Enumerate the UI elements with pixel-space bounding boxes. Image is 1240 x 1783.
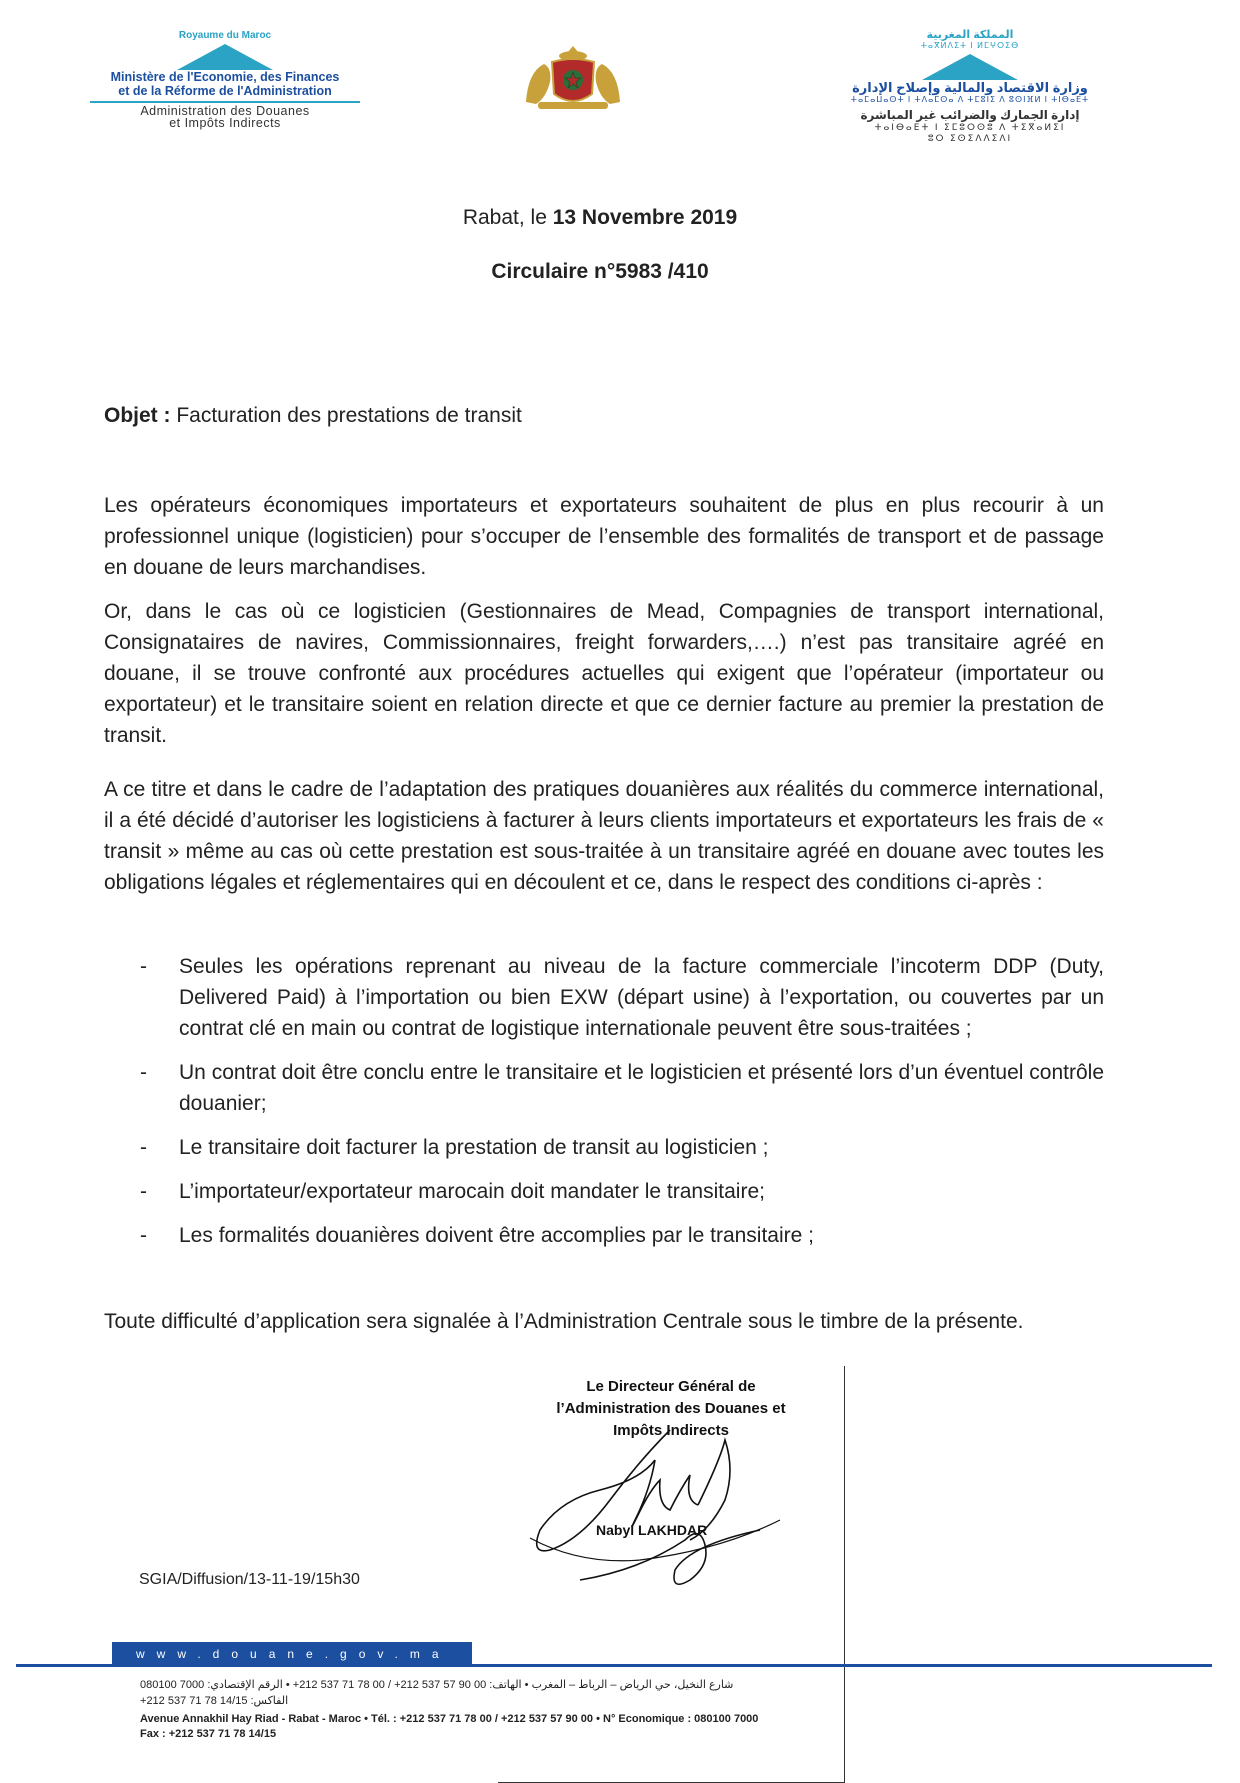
ministry-label-ar: وزارة الاقتصاد والمالية وإصلاح الإدارة bbox=[852, 80, 1088, 95]
list-item bbox=[104, 1132, 1104, 1163]
condition-text: Un contrat doit être conclu entre le transitaire et le logisticien et présenté lors d’un éventuel contrôle douanier; bbox=[179, 1061, 1104, 1115]
date-value: 13 Novembre 2019 bbox=[552, 206, 738, 229]
address-french: Avenue Annakhil Hay Riad - Rabat - Maroc • Tél. : +212 537 71 78 00 / +212 537 57 90 00 • N° Economique : 080100 7000 bbox=[140, 1713, 759, 1725]
list-item bbox=[104, 951, 1104, 1044]
mountain-logo-icon bbox=[177, 44, 273, 70]
handwritten-signature bbox=[520, 1420, 800, 1590]
fax-french: Fax : +212 537 71 78 14/15 bbox=[140, 1728, 277, 1740]
bullet-dash: - bbox=[140, 1224, 147, 1247]
condition-text: Seules les opérations reprenant au niveau de la facture commerciale l’incoterm DDP (Duty, Delivered Paid) à l’importation ou bien EXW (départ usine) à l’exportation, ou couvertes par un contrat clé en main ou contrat de logistique internationale peuvent être sous-traitées ; bbox=[179, 955, 1104, 1040]
bullet-dash: - bbox=[140, 955, 147, 978]
admin-line1: Administration des Douanes bbox=[140, 104, 310, 118]
ministry-label-tifinagh: ⵜⴰⵎⴰⵡⴰⵙⵜ ⵏ ⵜⴷⴰⵎⵙⴰ ⴷ ⵜⵎⵓⵏⵉ ⴷ ⵓⵙⵏⴼⵍ ⵏ ⵜⵏⴱⴰⴹⵜ bbox=[850, 95, 1090, 104]
royal-coat-of-arms-icon bbox=[518, 42, 628, 114]
subject-label: Objet : bbox=[104, 404, 171, 427]
address-arabic: شارع النخيل، حي الرياض – الرباط – المغرب • الهاتف: 00 90 57 537 212+ / 00 78 71 537 212+ • الرقم الإقتصادي: 7000 080100 bbox=[140, 1679, 734, 1691]
website-link[interactable]: www.douane.gov.ma bbox=[112, 1642, 472, 1666]
paragraph-2: Or, dans le cas où ce logisticien (Gestionnaires de Mead, Compagnies de transport international, Consignataires de navires, Commissionnaires, freight forwarders,….) n’est pas transitaire agréé en douane, il se trouve confronté aux procédures actuelles qui exigent que l’opérateur (importateur ou exportateur) et le transitaire soient en relation directe et que ce dernier facture au premier la prestation de transit. bbox=[104, 600, 1104, 747]
ministry-line1: Ministère de l'Economie, des Finances bbox=[110, 70, 340, 84]
bullet-dash: - bbox=[140, 1180, 147, 1203]
kingdom-label: Royaume du Maroc bbox=[178, 30, 272, 41]
condition-text: Le transitaire doit facturer la prestation de transit au logisticien ; bbox=[179, 1136, 769, 1159]
list-item bbox=[104, 1057, 1104, 1119]
ministry-logo-fr bbox=[80, 30, 370, 129]
kingdom-label-tifinagh: ⵜⴰⴳⵍⴷⵉⵜ ⵏ ⵍⵎⵖⵔⵉⴱ bbox=[920, 41, 1020, 50]
signatory-name: Nabyl LAKHDAR bbox=[596, 1522, 708, 1538]
signatory-title-line3: Impôts Indirects bbox=[613, 1422, 729, 1439]
conditions-list bbox=[104, 951, 1104, 1264]
fax-arabic: الفاكس: 14/15 78 71 537 212+ bbox=[140, 1695, 289, 1707]
signatory-title-line1: Le Directeur Général de bbox=[586, 1378, 756, 1395]
condition-text: L’importateur/exportateur marocain doit mandater le transitaire; bbox=[179, 1180, 765, 1203]
admin-label-ar: إدارة الجمارك والضرائب غير المباشرة bbox=[860, 108, 1080, 122]
signatory-title-line2: l’Administration des Douanes et bbox=[556, 1400, 786, 1417]
circular-number: Circulaire n°5983 /410 bbox=[491, 260, 709, 283]
kingdom-label-ar: المملكة المغربية bbox=[926, 29, 1014, 41]
ministry-logo-ar bbox=[810, 28, 1130, 144]
ministry-line2: et de la Réforme de l'Administration bbox=[118, 84, 332, 98]
diffusion-reference: SGIA/Diffusion/13-11-19/15h30 bbox=[139, 1571, 360, 1588]
letterhead bbox=[0, 0, 1240, 160]
paragraph-1: Les opérateurs économiques importateurs et exportateurs souhaitent de plus en plus recourir à un professionnel unique (logisticien) pour s’occuper de l’ensemble des formalités de transport et de passage en douane de leurs marchandises. bbox=[104, 494, 1104, 579]
list-item bbox=[104, 1176, 1104, 1207]
list-item bbox=[104, 1220, 1104, 1251]
bullet-dash: - bbox=[140, 1136, 147, 1159]
mountain-logo-icon bbox=[922, 54, 1018, 80]
subject-text: Facturation des prestations de transit bbox=[170, 404, 522, 427]
condition-text: Les formalités douanières doivent être accomplies par le transitaire ; bbox=[179, 1224, 814, 1247]
admin-label-tifinagh-1: ⵜⴰⵏⴱⴰⴹⵜ ⵏ ⵉⵎⵓⵔⵙⵓ ⴷ ⵜⵉⴳⴰⵍⵉⵏ bbox=[874, 122, 1066, 132]
admin-label-tifinagh-2: ⵓⵔ ⵉⵙⵉⴷⴷⵉⴷⵏ bbox=[927, 133, 1013, 143]
admin-line2: et Impôts Indirects bbox=[169, 116, 281, 130]
letter-subject bbox=[104, 404, 522, 428]
bullet-dash: - bbox=[140, 1061, 147, 1084]
closing-paragraph: Toute difficulté d’application sera signalée à l’Administration Centrale sous le timbre de la présente. bbox=[104, 1310, 1024, 1333]
date-prefix: Rabat, le bbox=[462, 206, 553, 229]
logo-divider bbox=[90, 101, 360, 103]
paragraph-3: A ce titre et dans le cadre de l’adaptation des pratiques douanières aux réalités du commerce international, il a été décidé d’autoriser les logisticiens à facturer à leurs clients importateurs et exportateurs les frais de « transit » même au cas où cette prestation est sous-traitée à un transitaire agréé en douane avec toutes les obligations légales et réglementaires qui en découlent et ce, dans le respect des conditions ci-après : bbox=[104, 778, 1104, 894]
letter-date bbox=[0, 206, 1200, 230]
